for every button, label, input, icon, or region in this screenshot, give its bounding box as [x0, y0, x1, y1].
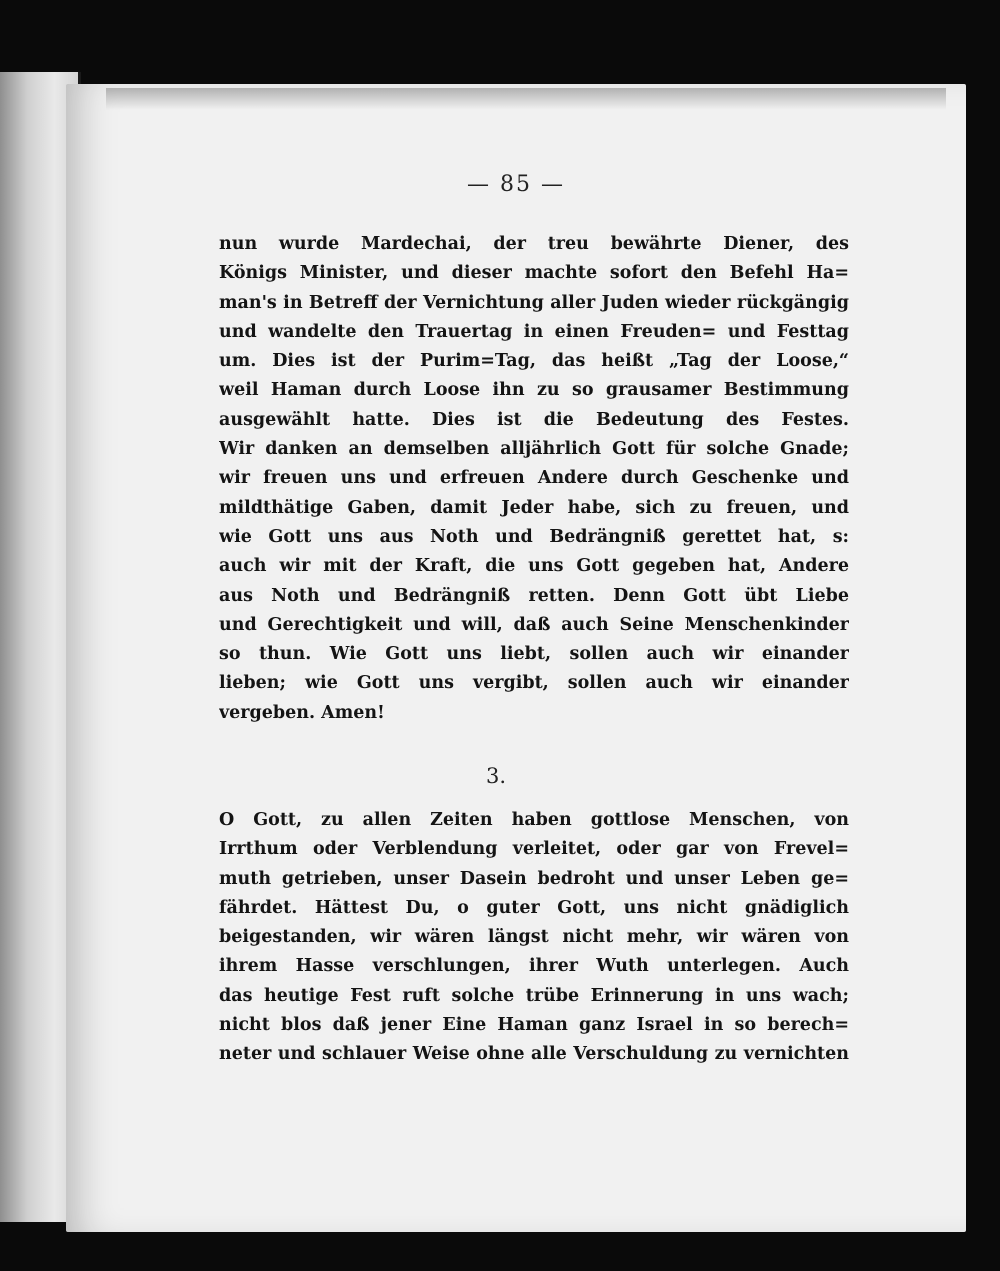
text-line: ausgewählt hatte. Dies ist die Bedeutung des Festes.	[219, 409, 849, 430]
text-line: wie Gott uns aus Noth und Bedrängniß gerettet hat, s:	[219, 526, 849, 547]
paragraph-2	[219, 806, 849, 1070]
page-number: — 85 —	[467, 172, 565, 197]
scan-shadow	[106, 88, 946, 110]
text-line: um. Dies ist der Purim=Tag, das heißt „Tag der Loose,“	[219, 351, 849, 372]
text-line: Irrthum oder Verblendung verleitet, oder gar von Frevel=	[219, 839, 849, 860]
text-line: lieben; wie Gott uns vergibt, sollen auch wir einander	[219, 673, 849, 694]
text-line: ihrem Hasse verschlungen, ihrer Wuth unterlegen. Auch	[219, 956, 849, 977]
text-line: Wir danken an demselben alljährlich Gott für solche Gnade;	[219, 439, 849, 460]
text-line: wir freuen uns und erfreuen Andere durch Geschenke und	[219, 468, 849, 489]
text-line: weil Haman durch Loose ihn zu so grausamer Bestimmung	[219, 380, 849, 401]
section-number: 3.	[485, 764, 507, 788]
text-line: aus Noth und Bedrängniß retten. Denn Gott übt Liebe	[219, 585, 849, 606]
text-line: und Gerechtigkeit und will, daß auch Seine Menschenkinder	[219, 614, 849, 635]
text-line: Königs Minister, und dieser machte sofort den Befehl Ha=	[219, 263, 849, 284]
text-line: vergeben. Amen!	[219, 702, 385, 723]
text-line: so thun. Wie Gott uns liebt, sollen auch wir einander	[219, 644, 849, 665]
text-line: nun wurde Mardechai, der treu bewährte Diener, des	[219, 234, 849, 254]
text-line: neter und schlauer Weise ohne alle Verschuldung zu vernichten	[219, 1044, 849, 1065]
text-line: mildthätige Gaben, damit Jeder habe, sich zu freuen, und	[219, 497, 849, 518]
paragraph-1	[219, 230, 849, 728]
text-line: O Gott, zu allen Zeiten haben gottlose Menschen, von	[219, 810, 849, 830]
text-line: fährdet. Hättest Du, o guter Gott, uns nicht gnädiglich	[219, 897, 849, 918]
text-line: man's in Betreff der Vernichtung aller Juden wieder rückgängig	[219, 292, 849, 313]
text-line: das heutige Fest ruft solche trübe Erinnerung in uns wach;	[219, 985, 849, 1006]
text-line: auch wir mit der Kraft, die uns Gott gegeben hat, Andere	[219, 556, 849, 577]
text-line: und wandelte den Trauertag in einen Freuden= und Festtag	[219, 321, 849, 342]
text-line: muth getrieben, unser Dasein bedroht und unser Leben ge=	[219, 868, 849, 889]
text-line: beigestanden, wir wären längst nicht mehr, wir wären von	[219, 927, 849, 948]
text-line: nicht blos daß jener Eine Haman ganz Israel in so berech=	[219, 1015, 849, 1036]
book-page	[66, 84, 966, 1232]
